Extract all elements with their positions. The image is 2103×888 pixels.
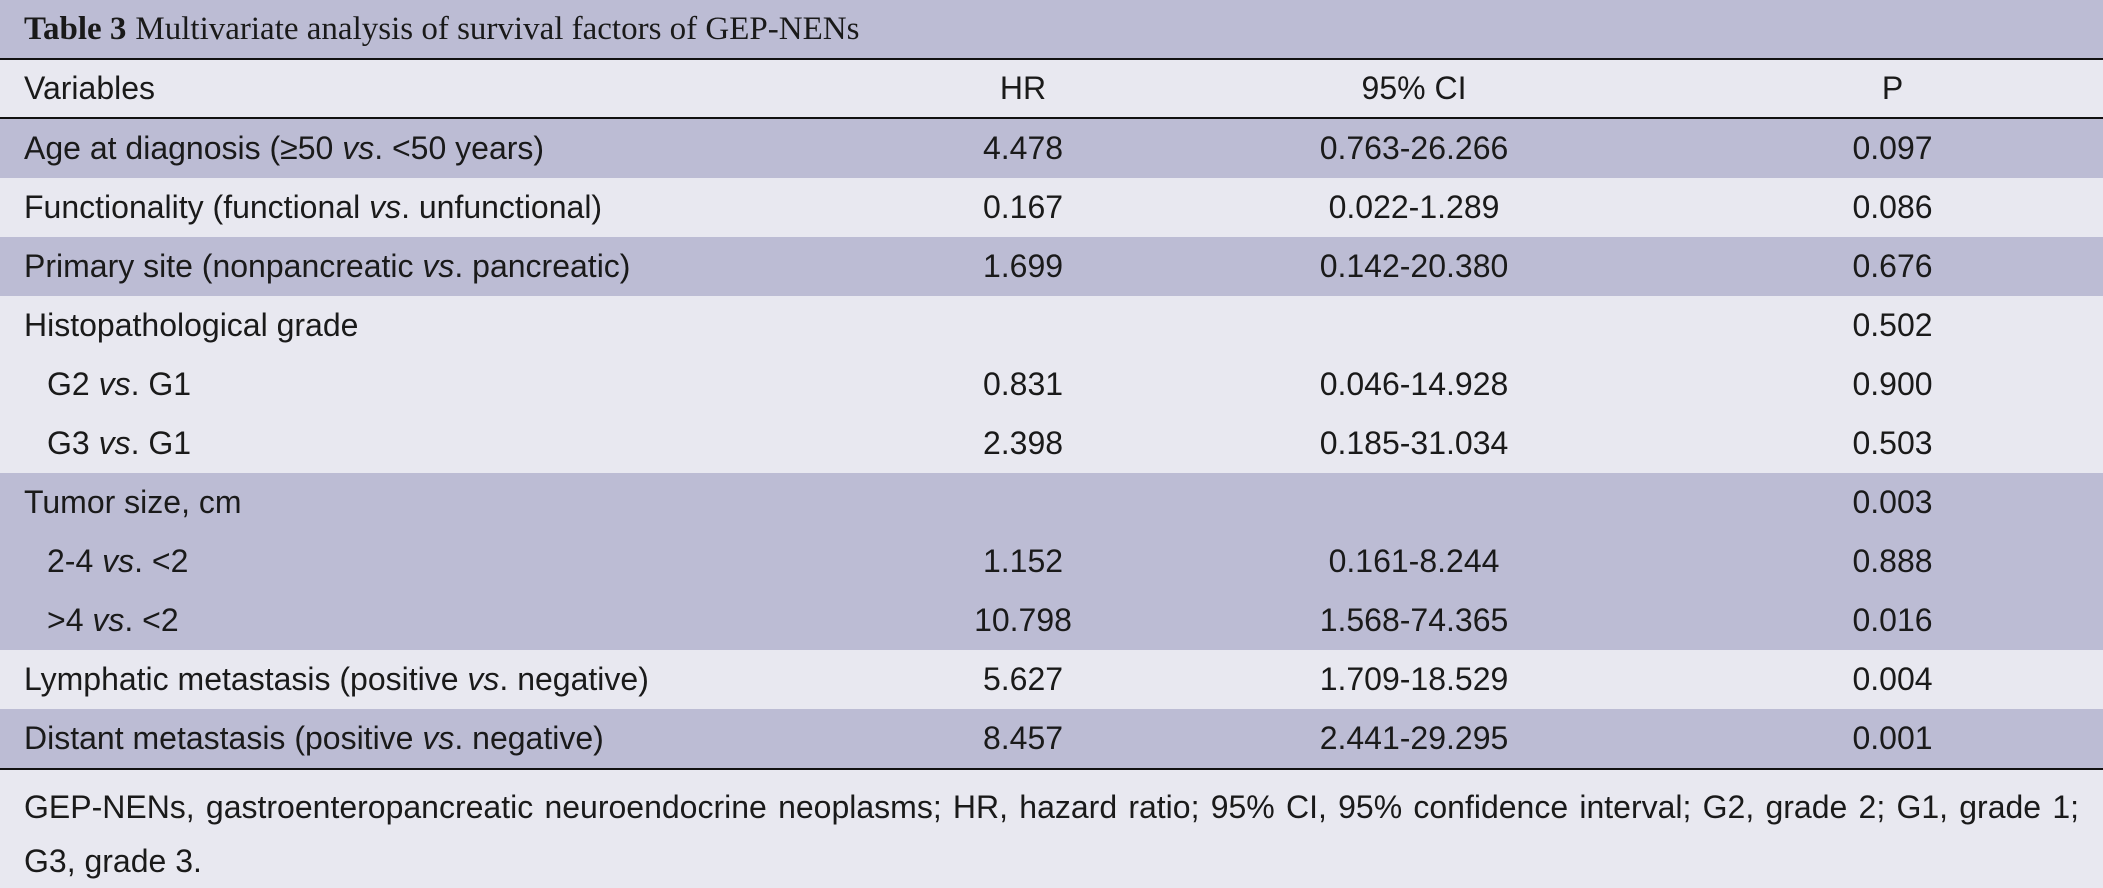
table-row — [0, 709, 2103, 768]
row-ci: 0.022-1.289 — [1328, 189, 1500, 225]
row-variable: Primary site (nonpancreatic vs. pancreatic) — [24, 248, 631, 284]
table-caption — [0, 0, 2103, 58]
header-variables: Variables — [24, 70, 156, 106]
row-ci: 1.568-74.365 — [1319, 602, 1509, 638]
row-p: 0.502 — [1852, 307, 1933, 343]
header-hr: HR — [999, 70, 1047, 106]
table-row — [0, 178, 2103, 237]
row-hr: 0.167 — [982, 189, 1064, 225]
table-row — [0, 532, 2103, 591]
row-hr: 8.457 — [982, 720, 1064, 756]
row-p: 0.086 — [1852, 189, 1933, 225]
row-p: 0.888 — [1852, 543, 1933, 579]
row-variable: Distant metastasis (positive vs. negative) — [24, 720, 604, 756]
row-p: 0.900 — [1852, 366, 1933, 402]
table-row — [0, 591, 2103, 650]
table-caption-text: Multivariate analysis of survival factors of GEP-NENs — [135, 10, 860, 47]
table-row — [0, 473, 2103, 532]
row-variable: Age at diagnosis (≥50 vs. <50 years) — [24, 130, 545, 166]
row-variable: Histopathological grade — [24, 307, 359, 343]
row-p: 0.097 — [1852, 130, 1933, 166]
table-row — [0, 119, 2103, 178]
header-ci: 95% CI — [1361, 70, 1467, 106]
table-footnote: GEP-NENs, gastroenteropancreatic neuroendocrine neoplasms; HR, hazard ratio; 95% CI, 95% confidence interval; G2, grade 2; G1, grade 1; G3, grade 3. — [24, 789, 2079, 879]
row-p: 0.003 — [1852, 484, 1933, 520]
row-p: 0.503 — [1852, 425, 1933, 461]
row-variable: Functionality (functional vs. unfunctional) — [24, 189, 603, 225]
table-row — [0, 650, 2103, 709]
row-variable: >4 vs. <2 — [47, 602, 179, 638]
table-row — [0, 355, 2103, 414]
row-p: 0.676 — [1852, 248, 1933, 284]
row-p: 0.001 — [1852, 720, 1933, 756]
row-ci: 0.185-31.034 — [1319, 425, 1509, 461]
row-variable: Lymphatic metastasis (positive vs. negative) — [24, 661, 649, 697]
row-variable: Tumor size, cm — [24, 484, 242, 520]
header-p: P — [1881, 70, 1904, 106]
row-p: 0.004 — [1852, 661, 1933, 697]
row-ci: 0.046-14.928 — [1319, 366, 1509, 402]
row-variable: G3 vs. G1 — [47, 425, 192, 461]
row-variable: G2 vs. G1 — [47, 366, 192, 402]
row-ci: 1.709-18.529 — [1319, 661, 1509, 697]
row-hr: 5.627 — [982, 661, 1064, 697]
row-ci: 0.763-26.266 — [1319, 130, 1509, 166]
row-ci: 0.142-20.380 — [1319, 248, 1509, 284]
row-hr: 10.798 — [974, 602, 1072, 638]
row-ci: 2.441-29.295 — [1319, 720, 1509, 756]
row-hr: 1.699 — [982, 248, 1064, 284]
row-ci: 0.161-8.244 — [1328, 543, 1500, 579]
row-hr: 1.152 — [982, 543, 1064, 579]
table-header-row — [0, 60, 2103, 117]
table-row — [0, 296, 2103, 355]
table-row — [0, 414, 2103, 473]
table-caption-label: Table 3 — [24, 10, 127, 47]
row-hr: 0.831 — [982, 366, 1064, 402]
table-row — [0, 237, 2103, 296]
row-variable: 2-4 vs. <2 — [47, 543, 189, 579]
row-p: 0.016 — [1852, 602, 1933, 638]
row-hr: 4.478 — [982, 130, 1064, 166]
row-hr: 2.398 — [982, 425, 1064, 461]
